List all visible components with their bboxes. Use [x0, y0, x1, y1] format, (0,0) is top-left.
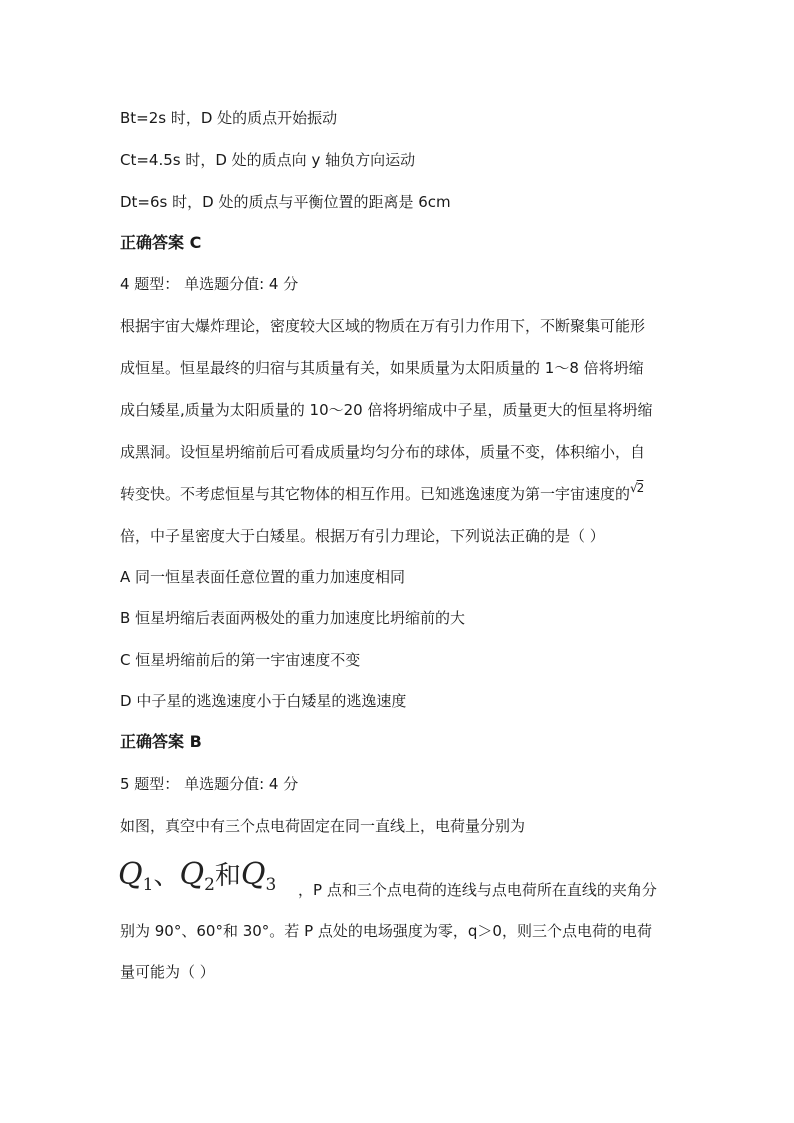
q4-correct-answer: 正确答案 B	[120, 732, 202, 751]
q5-stem-line-2: ，P 点和三个点电荷的连线与点电荷所在直线的夹角分	[298, 881, 657, 899]
q4-option-c: C 恒星坍缩前后的第一宇宙速度不变	[120, 651, 361, 669]
q4-stem-line-3: 成白矮星,质量为太阳质量的 10～20 倍将坍缩成中子星，质量更大的恒星将坍缩	[120, 401, 653, 419]
sqrt-two-symbol	[630, 481, 643, 495]
q4-stem-line-2: 成恒星。恒星最终的归宿与其质量有关，如果质量为太阳质量的 1～8 倍将坍缩	[120, 359, 644, 377]
q4-stem-line-1: 根据宇宙大爆炸理论，密度较大区域的物质在万有引力作用下，不断聚集可能形	[120, 317, 646, 335]
q5-stem-line-3: 别为 90°、60°和 30°。若 P 点处的电场强度为零，q＞0，则三个点电荷的电荷	[120, 922, 652, 940]
q3-option-c: Ct=4.5s 时，D 处的质点向 y 轴负方向运动	[120, 151, 416, 169]
q3-option-d: Dt=6s 时，D 处的质点与平衡位置的距离是 6cm	[120, 193, 451, 211]
charge-q3: $Q_3$	[240, 857, 277, 895]
q5-header: 5 题型： 单选题分值: 4 分	[120, 775, 299, 793]
q4-option-d: D 中子星的逃逸速度小于白矮星的逃逸速度	[120, 692, 407, 710]
sqrt-radicand: 2	[636, 481, 644, 495]
sqrt-radical: √	[630, 481, 637, 495]
charge-q1: $Q_1$	[118, 857, 154, 895]
charge-q2: $Q_2$	[179, 857, 215, 895]
q4-stem-line-5	[120, 481, 680, 505]
q4-stem-line-6: 倍，中子星密度大于白矮星。根据万有引力理论，下列说法正确的是（ ）	[120, 527, 605, 545]
q3-correct-answer: 正确答案 C	[120, 233, 202, 252]
q4-stem-line-5-text: 转变快。不考虑恒星与其它物体的相互作用。已知逃逸速度为第一宇宙速度的	[120, 485, 631, 503]
formula-separator-2: 和	[214, 861, 241, 891]
q4-option-a: A 同一恒星表面任意位置的重力加速度相同	[120, 568, 406, 586]
q4-option-b: B 恒星坍缩后表面两极处的重力加速度比坍缩前的大	[120, 609, 466, 627]
q3-option-b: Bt=2s 时，D 处的质点开始振动	[120, 109, 338, 127]
formula-separator-1: 、	[153, 861, 180, 891]
q5-stem-line-4: 量可能为（ ）	[120, 963, 215, 981]
q4-header: 4 题型： 单选题分值: 4 分	[120, 275, 299, 293]
charge-formula	[118, 855, 276, 897]
q4-stem-line-4: 成黑洞。设恒星坍缩前后可看成质量均匀分布的球体，质量不变，体积缩小，自	[120, 443, 646, 461]
q5-stem-line-1: 如图，真空中有三个点电荷固定在同一直线上，电荷量分别为	[120, 817, 526, 835]
